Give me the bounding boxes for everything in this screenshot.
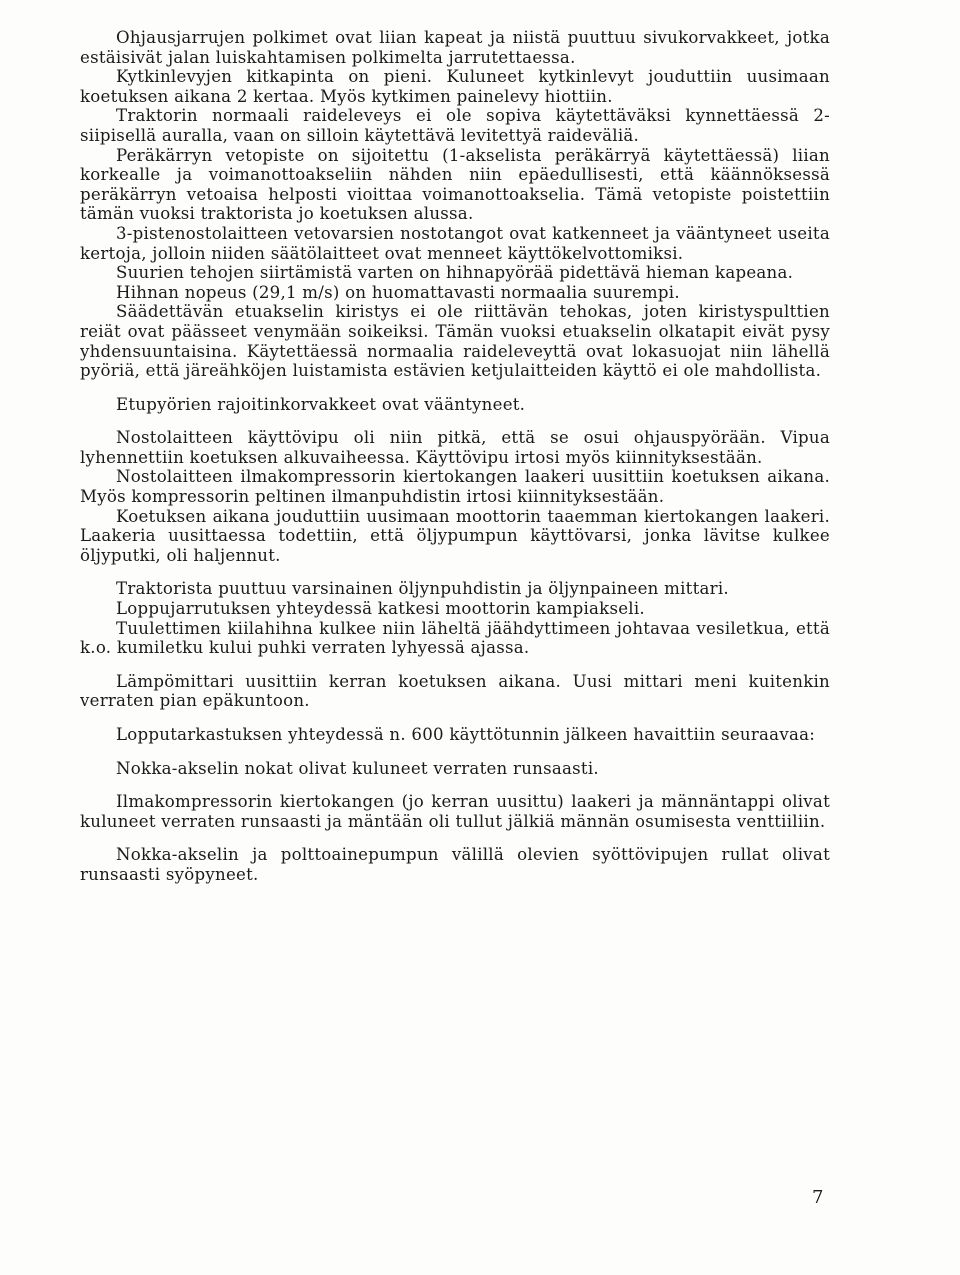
paragraph-camshaft-lobes: Nokka-akselin nokat olivat kuluneet verraten runsaasti. (116, 758, 599, 778)
paragraph-connecting-rod-bearing: Koetuksen aikana jouduttiin uusimaan moottorin taaemman kiertokangen laakeri. Laakeria uusittaessa todettiin, että öljypumpun käyttövarsi, jonka lävitse kulkee öljyputki, oli haljennut. (80, 506, 830, 565)
paragraph-compressor-bearing: Nostolaitteen ilmakompressorin kiertokangen laakeri uusittiin koetuksen aikana. Myös kompressorin peltinen ilmanpuhdistin irtosi kiinnityksestään. (80, 467, 830, 507)
paragraph-clutch-plates: Kytkinlevyjen kitkapinta on pieni. Kuluneet kytkinlevyt jouduttiin uusimaan koetuksen aikana 2 kertaa. Myös kytkimen painelevy hiottiin. (80, 67, 830, 106)
paragraph-feed-levers: Nokka-akselin ja polttoainepumpun välillä olevien syöttövipujen rullat olivat runsaasti syöpyneet. (80, 845, 830, 884)
paragraph-belt-pulley: Suurien tehojen siirtämistä varten on hihnapyörää pidettävä hieman kapeana. (116, 263, 794, 283)
paragraph-trailer-hitch: Peräkärryn vetopiste on sijoitettu (1-akselista peräkärryä käytettäessä) liian korkealle ja voimanottoakseliin nähden niin epäedullisesti, että käännöksessä peräkärryn vetoaisa helposti vioittaa voimanottoakselia. Tämä vetopiste poistettiin tämän vuoksi traktorista jo koetuksen alussa. (80, 145, 830, 224)
paragraph-compressor-piston-pin: Ilmakompressorin kiertokangen (jo kerran uusittu) laakeri ja männäntappi olivat kuluneet verraten runsaasti ja mäntään oli tullut jälkiä männän osumisesta venttiiliin. (80, 792, 830, 831)
paragraph-three-point-linkage: 3-pistenostolaitteen vetovarsien nostotangot ovat katkenneet ja vääntyneet useita kertoja, jolloin niiden säätölaitteet ovat menneet käyttökelvottomiksi. (80, 223, 830, 263)
paragraph-final-inspection: Lopputarkastuksen yhteydessä n. 600 käyttötunnin jälkeen havaittiin seuraavaa: (116, 725, 816, 744)
page-number: 7 (812, 1187, 824, 1208)
paragraph-belt-speed: Hihnan nopeus (29,1 m/s) on huomattavasti normaalia suurempi. (116, 282, 680, 302)
paragraph-front-wheel-stops: Etupyörien rajoitinkorvakkeet ovat vääntyneet. (116, 394, 526, 414)
paragraph-oil-filter: Traktorista puuttuu varsinainen öljynpuhdistin ja öljynpaineen mittari. (116, 579, 729, 599)
paragraph-track-width: Traktorin normaali raideleveys ei ole sopiva käytettäväksi kynnettäessä 2-siipisellä auralla, vaan on silloin käytettävä levitettyä raideväliä. (80, 106, 830, 145)
paragraph-fan-belt: Tuulettimen kiilahihna kulkee niin läheltä jäähdyttimeen johtavaa vesiletkua, että k.o. kumiletku kului puhki verraten lyhyessä ajassa. (80, 618, 830, 658)
paragraph-lift-lever: Nostolaitteen käyttövipu oli niin pitkä, että se osui ohjauspyörään. Vipua lyhennettiin koetuksen alkuvaiheessa. Käyttövipu irtosi myös kiinnityksestään. (80, 428, 830, 467)
paragraph-front-axle: Säädettävän etuakselin kiristys ei ole riittävän tehokas, joten kiristyspulttien reiät ovat päässeet venymään soikeiksi. Tämän vuoksi etuakselin olkatapit eivät pysy yhdensuuntaisina. Käytettäessä normaalia raideleveyttä ovat lokasuojat niin lähellä pyöriä, että järeähköjen luistamista estävien ketjulaitteiden käyttö ei ole mahdollista. (80, 302, 830, 381)
paragraph-brake-pedals: Ohjausjarrujen polkimet ovat liian kapeat ja niistä puuttuu sivukorvakkeet, jotka estäisivät jalan luiskahtamisen polkimelta jarrutettaessa. (80, 28, 830, 67)
paragraph-crankshaft: Loppujarrutuksen yhteydessä katkesi moottorin kampiakseli. (116, 599, 645, 619)
paragraph-thermometer: Lämpömittari uusittiin kerran koetuksen aikana. Uusi mittari meni kuitenkin verraten pian epäkuntoon. (80, 671, 830, 711)
